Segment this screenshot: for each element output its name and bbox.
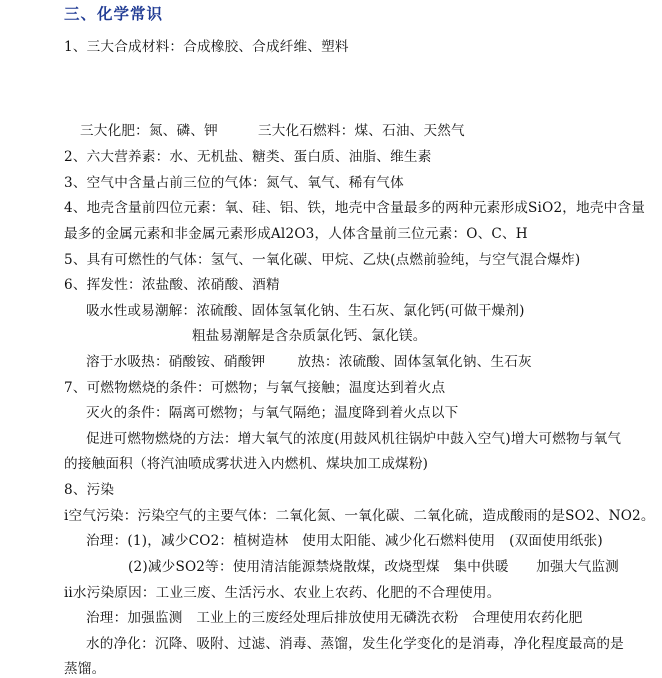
- text-line-flammable: 5、具有可燃性的气体：氢气、一氧化碳、甲烷、乙炔(点燃前验纯，与空气混合爆炸): [64, 252, 581, 268]
- text-line-water-purify: 水的净化：沉降、吸附、过滤、消毒、蒸馏，发生化学变化的是消毒，净化程度最高的是: [86, 636, 624, 652]
- fertilizers-text: 三大化肥：氮、磷、钾: [80, 123, 218, 139]
- exothermic-text: 放热：浓硫酸、固体氢氧化钠、生石灰: [297, 354, 532, 370]
- text-line-crust-1: 4、地壳含量前四位元素：氧、硅、铝、铁，地壳中含量最多的两种元素形成SiO2，地壳中含量: [64, 200, 646, 216]
- text-line-air-pollution: ⅰ空气污染：污染空气的主要气体：二氧化氮、一氧化碳、二氧化硫，造成酸雨的是SO2、NO2。: [64, 508, 655, 524]
- text-line-promote-1: 促进可燃物燃烧的方法：增大氧气的浓度(用鼓风机往锅炉中鼓入空气)增大可燃物与氧气: [86, 431, 622, 447]
- text-line-treat-co2: 治理：(1)，减少CO2：植树造林 使用太阳能、减少化石燃料使用 (双面使用纸张): [86, 533, 603, 549]
- text-line-distillation: 蒸馏。: [64, 661, 106, 677]
- text-line-1: 1、三大合成材料：合成橡胶、合成纤维、塑料: [64, 39, 349, 55]
- text-line-nutrients: 2、六大营养素：水、无机盐、糖类、蛋白质、油脂、维生素: [64, 149, 432, 165]
- text-line-hygroscopic: 吸水性或易潮解：浓硫酸、固体氢氧化钠、生石灰、氯化钙(可做干燥剂): [86, 303, 525, 319]
- text-line-air: 3、空气中含量占前三位的气体：氮气、氧气、稀有气体: [64, 175, 404, 191]
- text-line-pollution: 8、污染: [64, 482, 115, 498]
- text-line-water-pollution: ⅱ水污染原因：工业三废、生活污水、农业上农药、化肥的不合理使用。: [64, 585, 501, 601]
- section-heading: 三、化学常识: [64, 5, 164, 23]
- text-line-dissolve-heat: [86, 353, 532, 371]
- text-line-water-treatment: 治理：加强监测 工业上的三废经处理后排放使用无磷洗衣粉 合理使用农药化肥: [86, 610, 583, 626]
- text-line-volatile: 6、挥发性：浓盐酸、浓硝酸、酒精: [64, 277, 280, 293]
- text-line-promote-2: 的接触面积（将汽油喷成雾状进入内燃机、煤块加工成煤粉): [64, 456, 429, 472]
- fossil-fuels-text: 三大化石燃料：煤、石油、天然气: [257, 123, 465, 139]
- text-line-extinguish: 灭火的条件：隔离可燃物；与氧气隔绝；温度降到着火点以下: [86, 405, 459, 421]
- text-line-fertilizers-fuels: [80, 122, 465, 140]
- endothermic-text: 溶于水吸热：硝酸铵、硝酸钾: [86, 354, 266, 370]
- text-line-treat-so2: (2)减少SO2等：使用清洁能源禁烧散煤，改烧型煤 集中供暖 加强大气监测: [128, 559, 619, 575]
- text-line-crust-2: 最多的金属元素和非金属元素形成Al2O3，人体含量前三位元素：O、C、H: [64, 226, 528, 242]
- text-line-crude-salt: 粗盐易潮解是含杂质氯化钙、氯化镁。: [192, 328, 427, 344]
- text-line-combustion: 7、可燃物燃烧的条件：可燃物；与氧气接触；温度达到着火点: [64, 380, 446, 396]
